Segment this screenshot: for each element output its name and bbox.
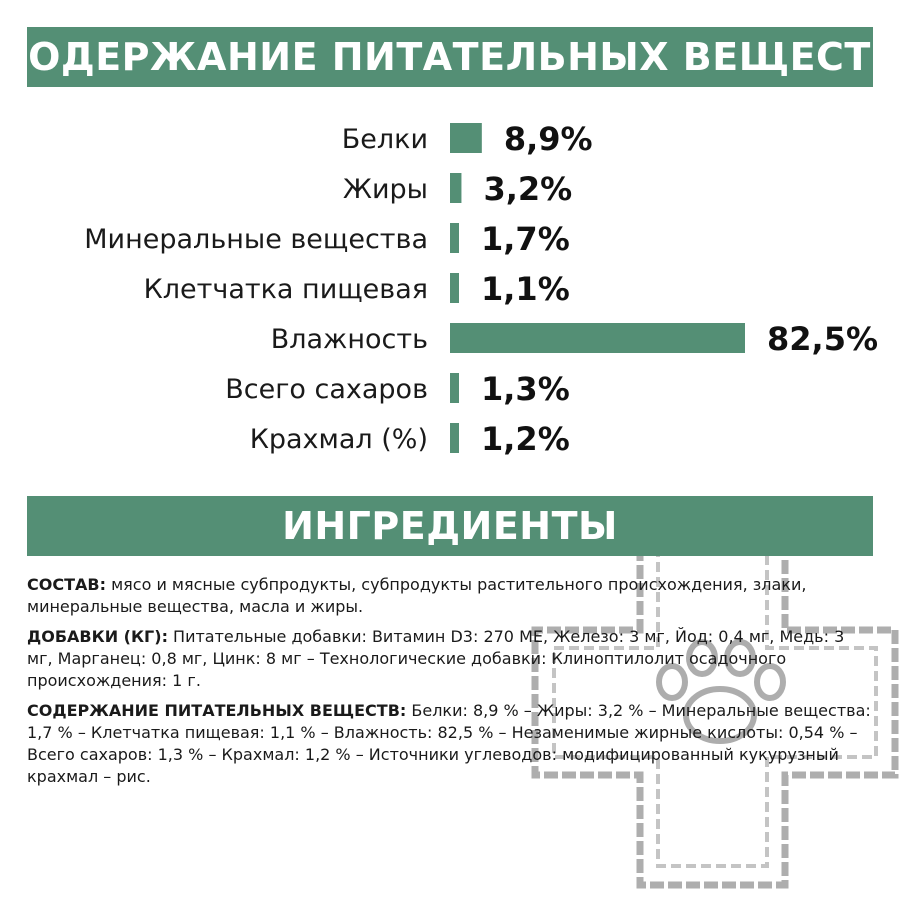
ingredients-paragraph (27, 700, 873, 788)
ingredients-paragraph (27, 574, 873, 618)
ingredients-paragraph-text: мясо и мясные субпродукты, субпродукты растительного происхождения, злаки, минеральные вещества, масла и жиры. (27, 575, 807, 616)
category-label: Влажность (270, 324, 428, 355)
ingredients-paragraph (27, 626, 873, 692)
value-label: 1,3% (481, 370, 570, 408)
bar (450, 373, 459, 403)
ingredients-text (27, 574, 873, 796)
category-label: Клетчатка пищевая (143, 274, 428, 305)
value-label: 82,5% (767, 320, 879, 358)
bar (450, 423, 459, 453)
ingredients-paragraph-label: СОДЕРЖАНИЕ ПИТАТЕЛЬНЫХ ВЕЩЕСТВ: (27, 701, 407, 720)
value-label: 3,2% (483, 170, 573, 208)
bar (450, 323, 745, 353)
value-label: 1,1% (481, 270, 570, 308)
category-label: Всего сахаров (225, 374, 428, 405)
bar (450, 273, 459, 303)
category-label: Белки (341, 124, 428, 155)
value-label: 1,2% (481, 420, 570, 458)
ingredients-paragraph-text: Белки: 8,9 % – Жиры: 3,2 % – Минеральные вещества: 1,7 % – Клетчатка пищевая: 1,1 % – Влажность: 82,5 % – Незаменимые жирные кислоты: 0,54 % – Всего сахаров: 1,3 % – Крахмал: 1,2 % – Источники углеводов: модифицированный кукурузный крахмал – рис. (27, 701, 871, 786)
ingredients-paragraph-text: Питательные добавки: Витамин D3: 270 МЕ, Железо: 3 мг, Йод: 0,4 мг, Медь: 3 мг, Марганец: 0,8 мг, Цинк: 8 мг – Технологические добавки: Клиноптилолит осадочного происхождения: 1 г. (27, 627, 845, 690)
ingredients-heading: ИНГРЕДИЕНТЫ (27, 496, 873, 556)
bar (450, 123, 482, 153)
ingredients-paragraph-label: ДОБАВКИ (КГ): (27, 627, 168, 646)
nutrients-heading: СОДЕРЖАНИЕ ПИТАТЕЛЬНЫХ ВЕЩЕСТВ (27, 27, 873, 87)
category-label: Жиры (342, 174, 428, 205)
category-label: Минеральные вещества (84, 224, 428, 255)
value-label: 1,7% (481, 220, 570, 258)
bar (450, 223, 459, 253)
category-label: Крахмал (%) (249, 424, 428, 455)
bar (450, 173, 461, 203)
value-label: 8,9% (503, 120, 593, 158)
ingredients-paragraph-label: СОСТАВ: (27, 575, 106, 594)
